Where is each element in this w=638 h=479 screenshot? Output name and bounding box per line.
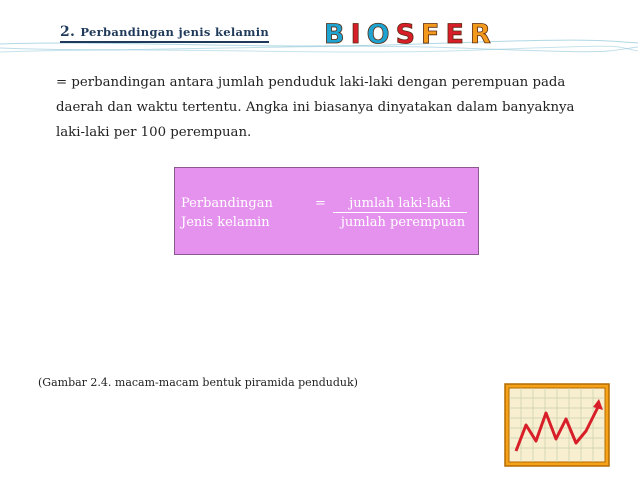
logo-letter: I [350, 19, 367, 48]
heading-title: Perbandingan jenis kelamin [80, 25, 270, 39]
formula-denominator: jumlah perempuan [340, 215, 466, 230]
heading-number: 2. [60, 24, 76, 40]
logo-letter: E [445, 19, 470, 48]
svg-text:BIOSFER [324, 19, 497, 48]
formula-equals: = [315, 196, 326, 211]
formula-numerator: jumlah laki-laki [333, 196, 467, 213]
formula-label-line2: Jenis kelamin [181, 215, 270, 230]
figure-caption: (Gambar 2.4. macam-macam bentuk piramida penduduk) [38, 376, 358, 389]
logo-letter: R [469, 19, 497, 48]
formula-label-line1: Perbandingan [181, 196, 273, 211]
logo-letter: S [395, 19, 422, 48]
line-chart-icon [504, 383, 610, 467]
page-title [60, 24, 269, 43]
logo-letter: B [324, 19, 351, 48]
formula-box [174, 167, 479, 255]
logo-letter: O [366, 19, 396, 48]
biosfer-logo [322, 18, 584, 48]
logo-letter: F [421, 19, 446, 48]
definition-text: = perbandingan antara jumlah penduduk laki-laki dengan perempuan pada daerah dan waktu tertentu. Angka ini biasanya dinyatakan dalam banyaknya laki-laki per 100 perempuan. [56, 75, 575, 140]
